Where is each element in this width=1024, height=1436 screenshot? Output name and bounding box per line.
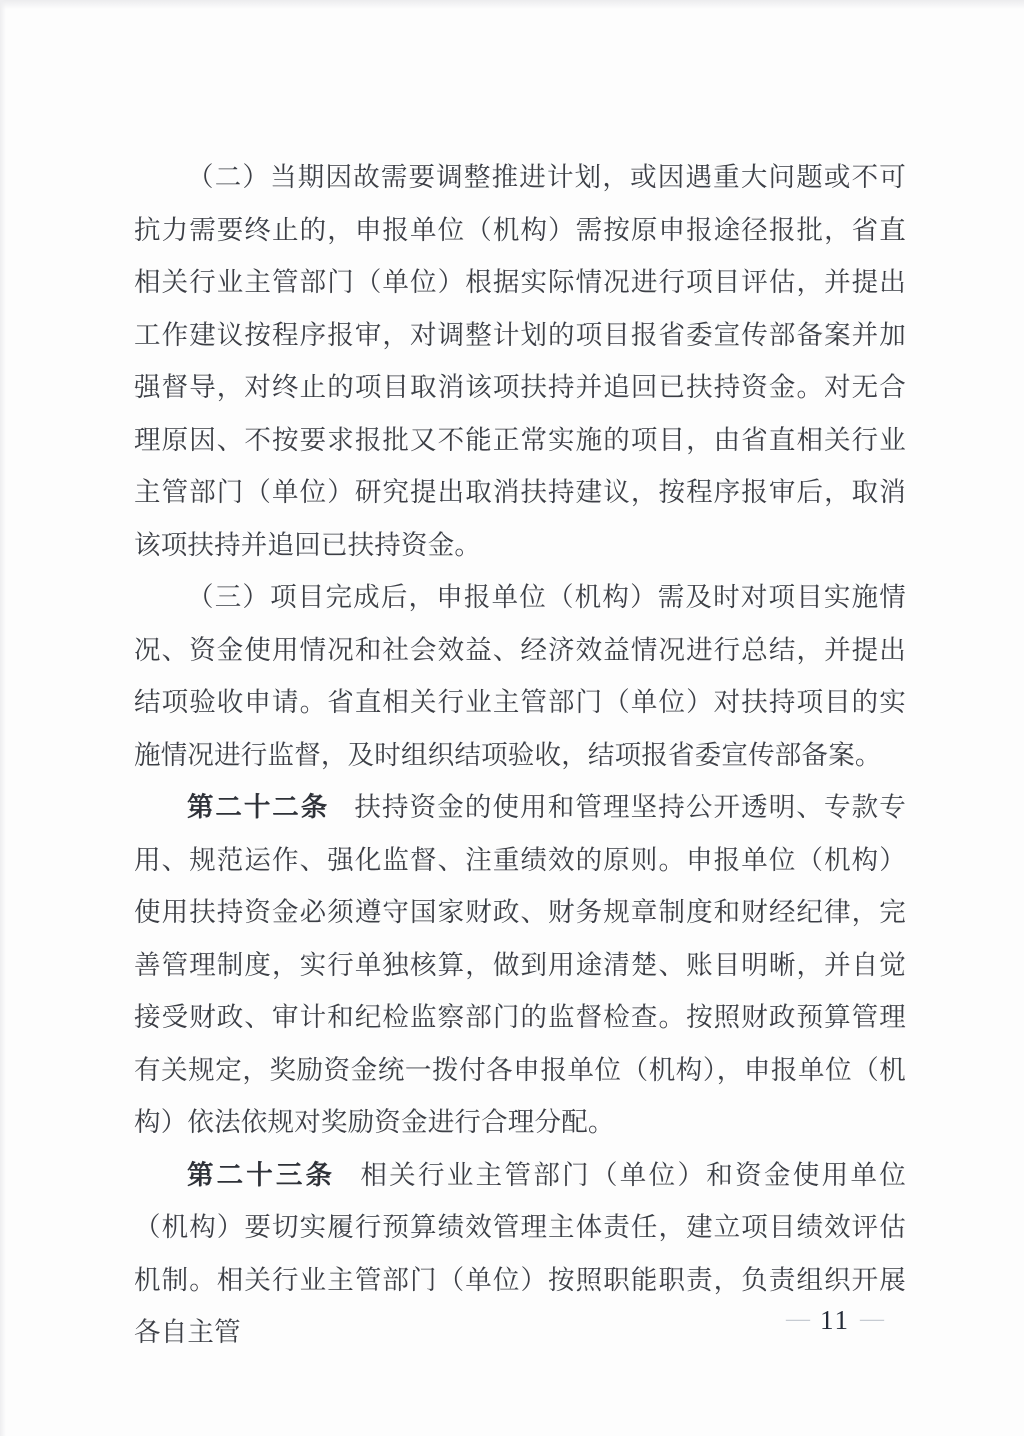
paragraph-text: （三）项目完成后，申报单位（机构）需及时对项目实施情况、资金使用情况和社会效益、经济效益情况进行总结，并提出结项验收申请。省直相关行业主管部门（单位）对扶持项目的实施情况进行监督，及时组织结项验收，结项报省委宣传部备案。 (134, 582, 906, 770)
body-paragraph (134, 151, 906, 571)
footer-page-number: 11 (820, 1305, 850, 1335)
paragraph-text: 相关行业主管部门（单位）和资金使用单位（机构）要切实履行预算绩效管理主体责任，建立项目绩效评估机制。相关行业主管部门（单位）按照职能职责，负责组织开展各自主管 (134, 1159, 906, 1347)
footer-dash-left: — (786, 1306, 810, 1332)
footer-dash-right: — (860, 1306, 884, 1332)
article-paragraph (134, 781, 906, 1149)
scan-edge-left (0, 0, 6, 1436)
paragraph-text: （二）当期因故需要调整推进计划，或因遇重大问题或不可抗力需要终止的，申报单位（机构）需按原申报途径报批，省直相关行业主管部门（单位）根据实际情况进行项目评估，并提出工作建议按程序报审，对调整计划的项目报省委宣传部备案并加强督导，对终止的项目取消该项扶持并追回已扶持资金。对无合理原因、不按要求报批又不能正常实施的项目，由省直相关行业主管部门（单位）研究提出取消扶持建议，按程序报审后，取消该项扶持并追回已扶持资金。 (134, 162, 906, 560)
article-heading: 第二十三条 (187, 1159, 336, 1190)
body-paragraph (134, 571, 906, 781)
page-footer (786, 1300, 884, 1342)
document-body (134, 151, 906, 1359)
article-heading: 第二十二条 (187, 792, 330, 822)
paragraph-text: 扶持资金的使用和管理坚持公开透明、专款专用、规范运作、强化监督、注重绩效的原则。申报单位（机构）使用扶持资金必须遵守国家财政、财务规章制度和财经纪律，完善管理制度，实行单独核算，做到用途清楚、账目明晰，并自觉接受财政、审计和纪检监察部门的监督检查。按照财政预算管理有关规定，奖励资金统一拨付各申报单位（机构），申报单位（机构）依法依规对奖励资金进行合理分配。 (134, 792, 907, 1137)
scan-edge-top (0, 0, 1024, 9)
